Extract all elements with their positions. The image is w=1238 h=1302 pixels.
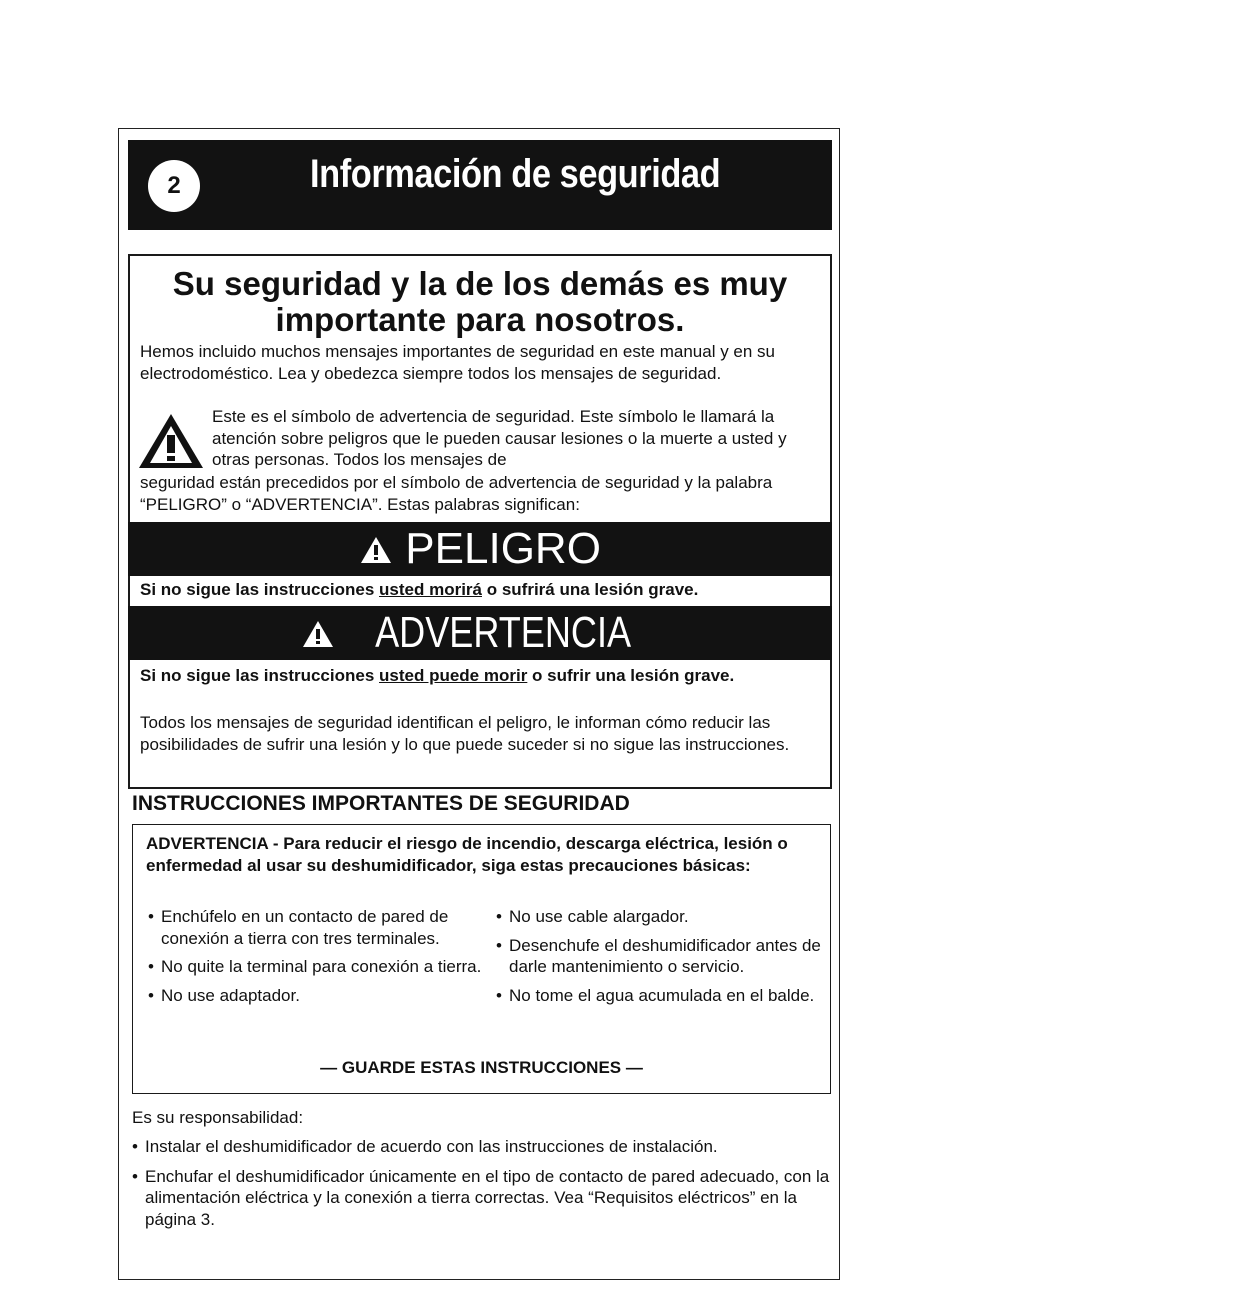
- section-title: Información de seguridad: [310, 152, 721, 196]
- precautions-right-column: [494, 906, 824, 1013]
- instructions-warning: ADVERTENCIA - Para reducir el riesgo de incendio, descarga eléctrica, lesión o enfermedad al usar su deshumidificador, siga estas precauciones básicas:: [146, 834, 788, 875]
- warning-label: ADVERTENCIA: [375, 608, 632, 657]
- warning-emphasis: usted puede morir: [379, 666, 528, 685]
- danger-emphasis: usted morirá: [379, 580, 482, 599]
- instructions-heading: INSTRUCCIONES IMPORTANTES DE SEGURIDAD: [132, 792, 630, 815]
- safety-heading-line2: importante para nosotros.: [275, 301, 685, 338]
- responsibility-list: [132, 1136, 832, 1238]
- list-item: • No tome el agua acumulada en el balde.: [496, 985, 815, 1005]
- list-item: • Instalar el deshumidificador de acuerdo con las instrucciones de instalación.: [132, 1137, 718, 1156]
- save-instructions-note: — GUARDE ESTAS INSTRUCCIONES —: [320, 1058, 643, 1077]
- list-item: • Enchufar el deshumidificador únicamente en el tipo de contacto de pared adecuado, con la alimentación eléctrica y la conexión a tierra correctas. Vea “Requisitos eléctricos” en la página 3.: [132, 1166, 830, 1229]
- safety-intro-text: Hemos incluido muchos mensajes importantes de seguridad en este manual y en su electrodoméstico. Lea y obedezca siempre todos los mensajes de seguridad.: [140, 342, 776, 383]
- safety-heading: [130, 266, 830, 338]
- alert-symbol-description-cont: seguridad están precedidos por el símbolo de advertencia de seguridad y la palabra “PELIGRO” o “ADVERTENCIA”. Estas palabras significan:: [140, 473, 773, 514]
- danger-alert-icon: [359, 524, 405, 573]
- step-number-badge: 2: [148, 160, 200, 212]
- danger-banner: [128, 522, 832, 576]
- list-item: • No use cable alargador.: [496, 907, 689, 926]
- list-item: • Desenchufe el deshumidificador antes de darle mantenimiento o servicio.: [496, 935, 821, 976]
- safety-heading-line1: Su seguridad y la de los demás es muy: [172, 265, 788, 302]
- warning-alert-icon: [301, 608, 347, 657]
- danger-message: Si no sigue las instrucciones usted morirá o sufrirá una lesión grave.: [140, 580, 699, 599]
- responsibility-intro: Es su responsabilidad:: [132, 1108, 304, 1127]
- alert-symbol-description: Este es el símbolo de advertencia de seguridad. Este símbolo le llamará la atención sobre peligros que le pueden causar lesiones o la muerte a usted y otras personas. Todos los mensajes de: [212, 407, 787, 469]
- warning-body-text: Todos los mensajes de seguridad identifican el peligro, le informan cómo reducir las posibilidades de sufrir una lesión y lo que puede suceder si no sigue las instrucciones.: [140, 713, 790, 754]
- danger-label: PELIGRO: [405, 524, 601, 573]
- precautions-left-column: [146, 906, 486, 1013]
- list-item: • No quite la terminal para conexión a tierra.: [148, 957, 482, 976]
- warning-message: Si no sigue las instrucciones usted puede morir o sufrir una lesión grave.: [140, 666, 735, 685]
- warning-banner: [128, 606, 832, 660]
- list-item: • Enchúfelo en un contacto de pared de conexión a tierra con tres terminales.: [148, 907, 449, 948]
- list-item: • No use adaptador.: [148, 985, 300, 1005]
- safety-alert-icon: [136, 411, 206, 471]
